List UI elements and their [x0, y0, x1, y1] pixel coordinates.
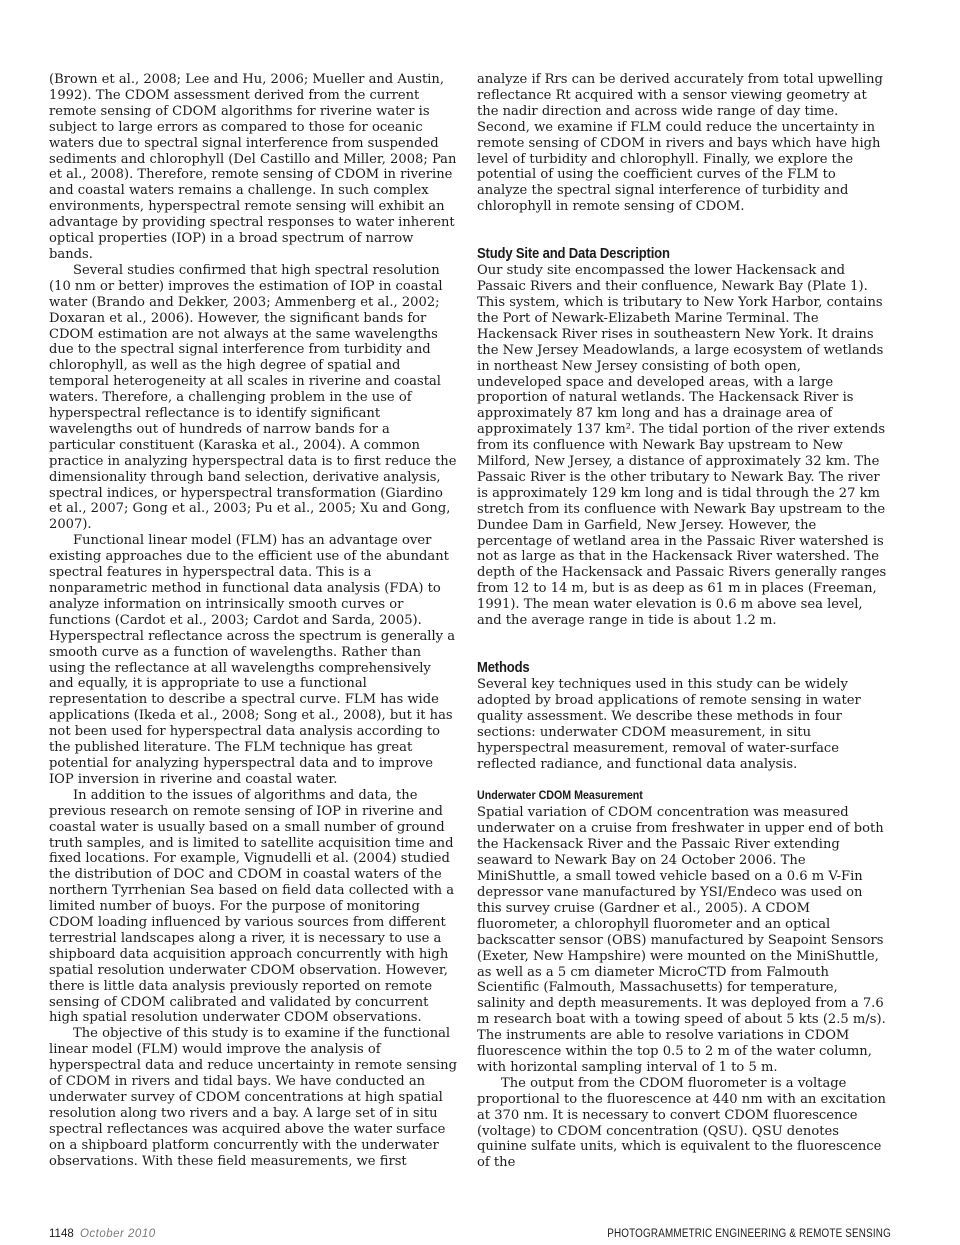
page-number: 1148	[49, 1228, 74, 1240]
subsection-heading-underwater-cdom: Underwater CDOM Measurement	[477, 788, 643, 803]
left-paragraph-2: Several studies confirmed that high spectral resolution (10 nm or better) improves the estimation of IOP in coastal water (Brando and Dekker, 2003; Ammenberg et al., 2002; Doxaran et al., 2006). However, the significant bands for CDOM estimation are not always at the same wavelengths due to the spectral signal interference from turbidity and chlorophyll, as well as the high degree of spatial and temporal heterogeneity at all scales in riverine and coastal waters. Therefore, a challenging problem in the use of hyperspectral reflectance is to identify significant wavelengths out of hundreds of narrow bands for a particular constituent (Karaska et al., 2004). A common practice in analyzing hyperspectral data is to first reduce the dimensionality through band selection, derivative analysis, spectral indices, or hyperspectral transformation (Giardino et al., 2007; Gong et al., 2003; Pu et al., 2005; Xu and Gong, 2007).	[49, 262, 457, 533]
section-heading-methods: Methods	[477, 659, 530, 676]
left-paragraph-4: In addition to the issues of algorithms and data, the previous research on remote sensing of IOP in riverine and coastal water is usually based on a small number of ground truth samples, and is limited to satellite acquisition time and fixed locations. For example, Vignudelli et al. (2004) studied the distribution of DOC and CDOM in coastal waters of the northern Tyrrhenian Sea based on field data collected with a limited number of buoys. For the purpose of monitoring CDOM loading influenced by various sources from different terrestrial landscapes along a river, it is necessary to use a shipboard data acquisition approach concurrently with high spatial resolution underwater CDOM observation. However, there is little data analysis previously reported on remote sensing of CDOM calibrated and validated by concurrent high spatial resolution underwater CDOM observations.	[49, 787, 455, 1026]
footer-left	[49, 1228, 156, 1240]
section-heading-study-site: Study Site and Data Description	[477, 245, 670, 263]
left-paragraph-5: The objective of this study is to examine if the functional linear model (FLM) would improve the analysis of hyperspectral data and reduce uncertainty in remote sensing of CDOM in rivers and tidal bays. We have conducted an underwater survey of CDOM concentrations at high spatial resolution along two rivers and a bay. A large set of in situ spectral reflectances was acquired above the water surface on a shipboard platform concurrently with the underwater observations. With these field measurements, we first	[49, 1026, 457, 1169]
left-paragraph-3: Functional linear model (FLM) has an advantage over existing approaches due to the efficient use of the abundant spectral features in hyperspectral data. This is a nonparametric method in functional data analysis (FDA) to analyze information on intrinsically smooth curves or functions (Cardot et al., 2003; Cardot and Sarda, 2005). Hyperspectral reflectance across the spectrum is generally a smooth curve as a function of wavelengths. Rather than using the reflectance at all wavelengths comprehensively and equally, it is appropriate to use a functional representation to describe a spectral curve. FLM has wide applications (Ikeda et al., 2008; Song et al., 2008), but it has not been used for hyperspectral data analysis according to the published literature. The FLM technique has great potential for analyzing hyperspectral data and to improve IOP inversion in riverine and coastal water.	[49, 533, 456, 787]
left-paragraph-1: (Brown et al., 2008; Lee and Hu, 2006; Mueller and Austin, 1992). The CDOM assessment derived from the current remote sensing of CDOM algorithms for riverine water is subject to large errors as compared to those for oceanic waters due to spectral signal interference from suspended sediments and chlorophyll (Del Castillo and Miller, 2008; Pan et al., 2008). Therefore, remote sensing of CDOM in riverine and coastal waters remains a challenge. In such complex environments, hyperspectral remote sensing will exhibit an advantage by providing spectral responses to water inherent optical properties (IOP) in a broad spectrum of narrow bands.	[49, 72, 457, 262]
right-paragraph-5: The output from the CDOM fluorometer is a voltage proportional to the fluorescence at 440 nm with an excitation at 370 nm. It is necessary to convert CDOM fluorescence (voltage) to CDOM concentration (QSU). QSU denotes quinine sulfate units, which is equivalent to the fluorescence of the	[477, 1075, 886, 1171]
right-paragraph-3: Several key techniques used in this study can be widely adopted by broad applications of remote sensing in water quality assessment. We describe these methods in four sections: underwater CDOM measurement, in situ hyperspectral measurement, removal of water-surface reflected radiance, and functional data analysis.	[477, 677, 861, 772]
issue-date: October 2010	[79, 1228, 156, 1240]
right-paragraph-4: Spatial variation of CDOM concentration was measured underwater on a cruise from freshwater in upper end of both the Hackensack River and the Passaic River extending seaward to Newark Bay on 24 October 2006. The MiniShuttle, a small towed vehicle based on a 0.6 m V-Fin depressor vane manufactured by YSI/Endeco was used on this survey cruise (Gardner et al., 2005). A CDOM fluorometer, a chlorophyll fluorometer and an optical backscatter sensor (OBS) manufactured by Seapoint Sensors (Exeter, New Hampshire) were mounted on the MiniShuttle, as well as a 5 cm diameter MicroCTD from Falmouth Scientific (Falmouth, Massachusetts) for temperature, salinity and depth measurements. It was deployed from a 7.6 m research boat with a towing speed of about 5 kts (2.5 m/s). The instruments are able to resolve variations in CDOM fluorescence within the top 0.5 to 2 m of the water column, with horizontal sampling interval of 1 to 5 m.	[477, 805, 886, 1075]
left-column	[49, 72, 459, 1170]
right-paragraph-1: analyze if Rrs can be derived accurately from total upwelling reflectance Rt acquired with a sensor viewing geometry at the nadir direction and across wide range of day time. Second, we examine if FLM could reduce the uncertainty in remote sensing of CDOM in rivers and bays which have high level of turbidity and chlorophyll. Finally, we explore the potential of using the coefficient curves of the FLM to analyze the spectral signal interference of turbidity and chlorophyll in remote sensing of CDOM.	[477, 72, 883, 215]
right-column	[477, 72, 887, 1171]
page-footer	[49, 1228, 891, 1244]
right-paragraph-2: Our study site encompassed the lower Hackensack and Passaic Rivers and their confluence, Newark Bay (Plate 1). This system, which is tributary to New York Harbor, contains the Port of Newark-Elizabeth Marine Terminal. The Hackensack River rises in southeastern New York. It drains the New Jersey Meadowlands, a large ecosystem of wetlands in northeast New Jersey consisting of both open, undeveloped space and developed areas, with a large proportion of natural wetlands. The Hackensack River is approximately 87 km long and has a drainage area of approximately 137 km². The tidal portion of the river extends from its confluence with Newark Bay upstream to New Milford, New Jersey, a distance of approximately 32 km. The Passaic River is the other tributary to Newark Bay. The river is approximately 129 km long and is tidal through the 27 km stretch from its confluence with Newark Bay upstream to the Dundee Dam in Garfield, New Jersey. However, the percentage of wetland area in the Passaic River watershed is not as large as that in the Hackensack River watershed. The depth of the Hackensack and Passaic Rivers generally ranges from 12 to 14 m, but is as deep as 61 m in places (Freeman, 1991). The mean water elevation is 0.6 m above sea level, and the average range in tide is about 1.2 m.	[477, 263, 887, 629]
journal-name: PHOTOGRAMMETRIC ENGINEERING & REMOTE SENSING	[607, 1228, 891, 1240]
